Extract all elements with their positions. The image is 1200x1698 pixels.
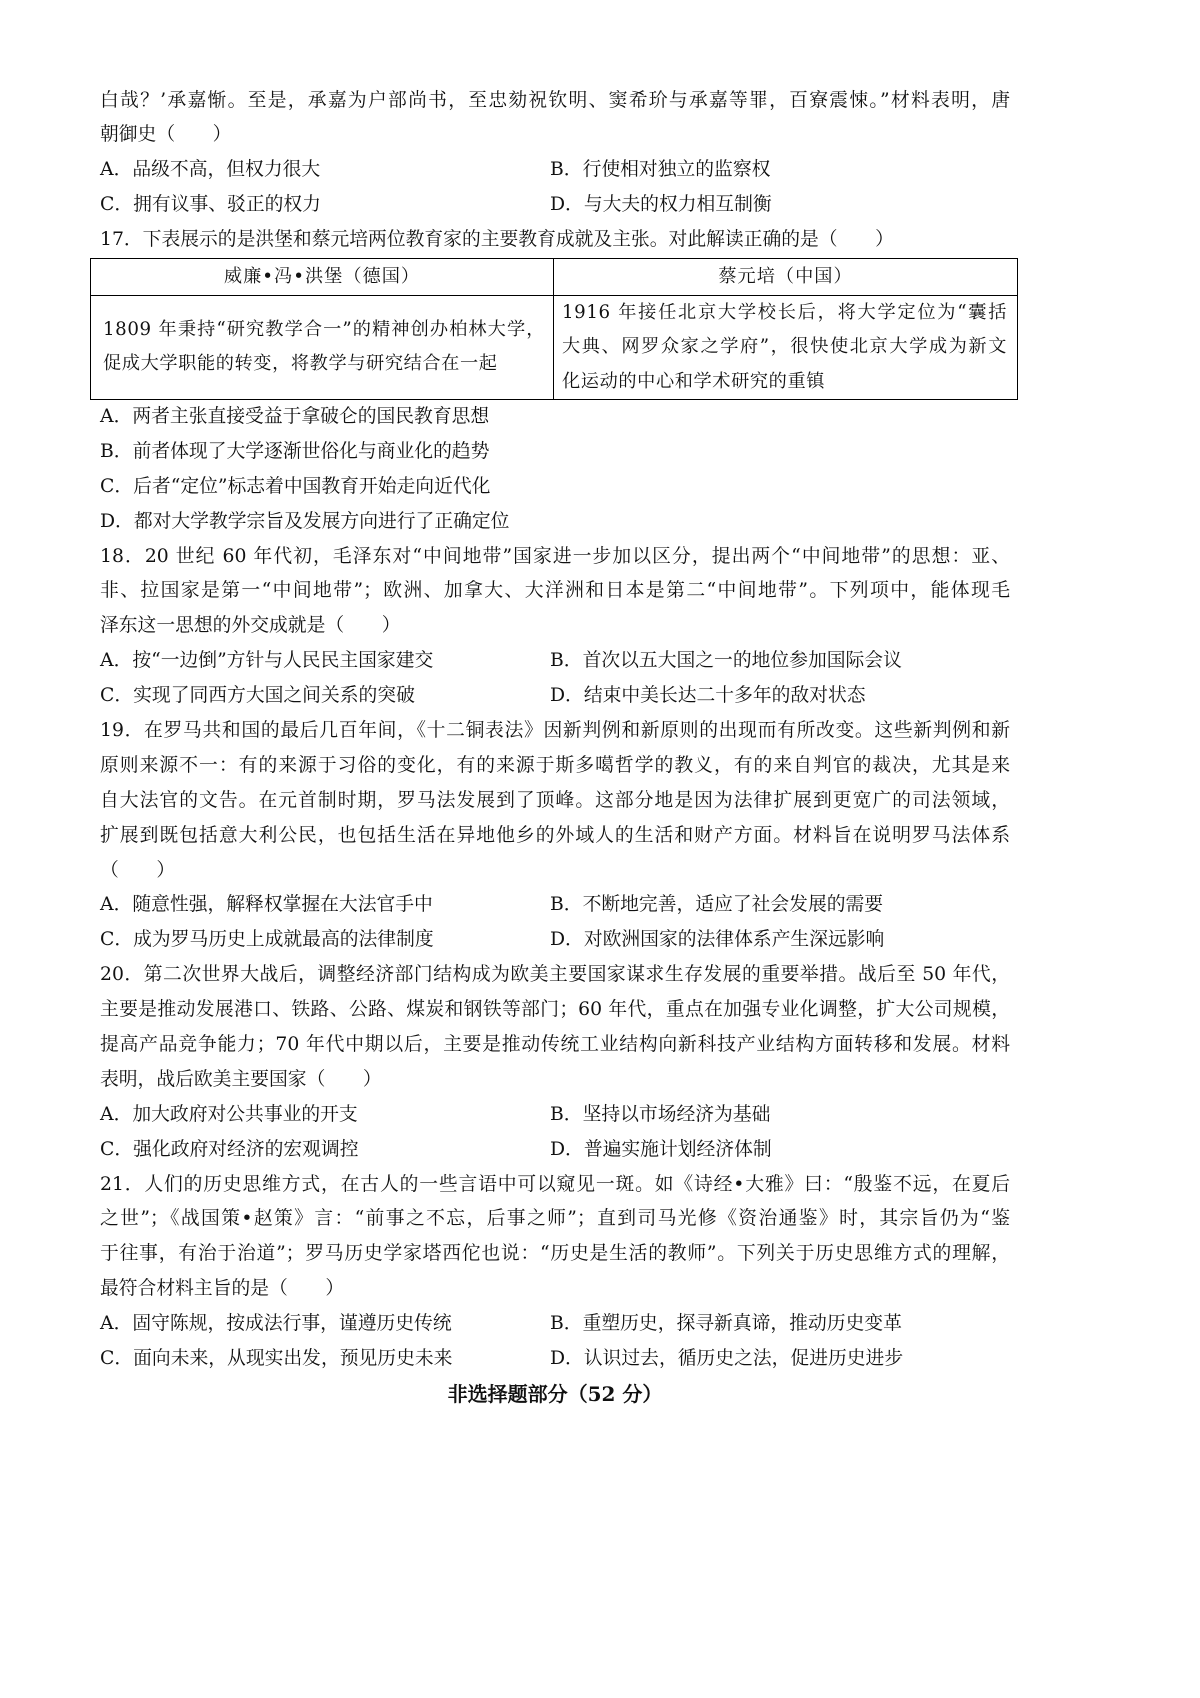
q20-options-row-1 [100, 1098, 1010, 1133]
q21-option-d: D．认识过去，循历史之法，促进历史进步 [550, 1348, 904, 1369]
q18-option-c: C．实现了同西方大国之间关系的突破 [100, 685, 415, 707]
q19-stem-line-5: （ ） [100, 859, 176, 881]
table-cell-line: 1809 年秉持“研究教学合一”的精神创办柏林大学， [103, 318, 545, 340]
comparison-table [90, 258, 1018, 400]
q17-option-c: C．后者“定位”标志着中国教育开始走向近代化 [100, 475, 491, 497]
q21-stem-line-4: 最符合材料主旨的是（ ） [100, 1278, 345, 1300]
table-cell-line: 大典、网罗众家之学府”，很快使北京大学成为新文 [562, 336, 1007, 358]
q16-option-d: D．与大夫的权力相互制衡 [550, 194, 772, 216]
table-header-cai-yuanpei: 蔡元培（中国） [554, 259, 1017, 296]
q19-option-c: C．成为罗马历史上成就最高的法律制度 [100, 929, 434, 951]
q19-stem-line-1: 19．在罗马共和国的最后几百年间，《十二铜表法》因新判例和新原则的出现而有所改变。这些新判例和新 [100, 719, 1010, 741]
q20-option-c: C．强化政府对经济的宏观调控 [100, 1138, 359, 1160]
q21-stem-line-1: 21．人们的历史思维方式，在古人的一些言语中可以窥见一斑。如《诗经•大雅》曰：“殷鉴不远，在夏后 [100, 1173, 1010, 1195]
q20-option-d: D．普遍实施计划经济体制 [550, 1138, 772, 1160]
q19-stem-line-3: 自大法官的文告。在元首制时期，罗马法发展到了顶峰。这部分地是因为法律扩展到更宽广的司法领域， [100, 789, 1010, 811]
q16-option-c: C．拥有议事、驳正的权力 [100, 194, 321, 216]
q17-option-a: A．两者主张直接受益于拿破仑的国民教育思想 [100, 405, 490, 427]
q19-option-d: D．对欧洲国家的法律体系产生深远影响 [550, 929, 885, 951]
q18-option-b: B．首次以五大国之一的地位参加国际会议 [550, 650, 902, 672]
q20-stem-line-1: 20．第二次世界大战后，调整经济部门结构成为欧美主要国家谋求生存发展的重要举措。战后至 50 年代， [100, 964, 1010, 986]
table-header-humboldt: 威廉•冯•洪堡（德国） [91, 259, 554, 296]
table-cell-line: 促成大学职能的转变，将教学与研究结合在一起 [103, 353, 498, 375]
q21-stem-line-3: 于往事，有治于治道”；罗马历史学家塔西佗也说：“历史是生活的教师”。下列关于历史思维方式的理解， [100, 1243, 1010, 1265]
q19-stem-line-2: 原则来源不一：有的来源于习俗的变化，有的来源于斯多噶哲学的教义，有的来自判官的裁决，尤其是来 [100, 754, 1010, 776]
q20-option-a: A．加大政府对公共事业的开支 [100, 1103, 358, 1125]
q16-options-row-2 [100, 188, 1010, 223]
q20-option-b: B．坚持以市场经济为基础 [550, 1103, 771, 1125]
q19-option-b: B．不断地完善，适应了社会发展的需要 [550, 894, 884, 916]
table-cell-cai-yuanpei [554, 296, 1017, 399]
q17-stem-line-1: 17．下表展示的是洪堡和蔡元培两位教育家的主要教育成就及主张。对此解读正确的是（ ） [100, 229, 894, 251]
exam-content [100, 84, 1010, 1412]
q19-options-row-1 [100, 888, 1010, 923]
q20-stem-line-2: 主要是推动发展港口、铁路、公路、煤炭和钢铁等部门；60 年代，重点在加强专业化调整，扩大公司规模， [100, 999, 1010, 1021]
q20-stem-line-3: 提高产品竞争能力；70 年代中期以后，主要是推动传统工业结构向新科技产业结构方面转移和发展。材料 [100, 1033, 1010, 1055]
q21-option-a: A．固守陈规，按成法行事，谨遵历史传统 [100, 1313, 452, 1335]
q18-options-row-2 [100, 679, 1010, 714]
q16-option-b: B．行使相对独立的监察权 [550, 159, 771, 181]
table-cell-line: 1916 年接任北京大学校长后，将大学定位为“囊括 [562, 301, 1007, 323]
q17-option-d: D．都对大学教学宗旨及发展方向进行了正确定位 [100, 510, 510, 532]
q18-option-a: A．按“一边倒”方针与人民民主国家建交 [100, 650, 434, 672]
q19-options-row-2 [100, 923, 1010, 958]
q16-stem-line-2: 朝御史（ ） [100, 124, 232, 146]
q19-option-a: A．随意性强，解释权掌握在大法官手中 [100, 894, 433, 916]
table-cell-humboldt [91, 296, 554, 399]
q21-stem-line-2: 之世”；《战国策•赵策》言：“前事之不忘，后事之师”；直到司马光修《资治通鉴》时，其宗旨仍为“鉴 [100, 1208, 1010, 1230]
q16-options-row-1 [100, 153, 1010, 188]
q16-stem-line-1: 白哉？’承嘉惭。至是，承嘉为户部尚书，至忠劾祝钦明、窦希玠与承嘉等罪，百寮震悚。”材料表明，唐 [100, 89, 1010, 111]
q17-option-b: B．前者体现了大学逐渐世俗化与商业化的趋势 [100, 440, 490, 462]
section-heading: 非选择题部分（52 分） [447, 1381, 663, 1406]
q20-stem-line-4: 表明，战后欧美主要国家（ ） [100, 1068, 382, 1090]
q20-options-row-2 [100, 1133, 1010, 1168]
q18-stem-line-3: 泽东这一思想的外交成就是（ ） [100, 615, 401, 637]
q21-option-b: B．重塑历史，探寻新真谛，推动历史变革 [550, 1313, 902, 1335]
q21-option-c: C．面向未来，从现实出发，预见历史未来 [100, 1348, 453, 1369]
q21-options-row-1 [100, 1307, 1010, 1342]
table-cell-line: 化运动的中心和学术研究的重镇 [562, 370, 826, 392]
q16-option-a: A．品级不高，但权力很大 [100, 159, 321, 181]
q19-stem-line-4: 扩展到既包括意大利公民，也包括生活在异地他乡的外域人的生活和财产方面。材料旨在说明罗马法体系 [100, 824, 1010, 846]
q18-stem-line-2: 非、拉国家是第一“中间地带”；欧洲、加拿大、大洋洲和日本是第二“中间地带”。下列项中，能体现毛 [100, 580, 1010, 602]
q18-stem-line-1: 18．20 世纪 60 年代初，毛泽东对“中间地带”国家进一步加以区分，提出两个“中间地带”的思想：亚、 [100, 545, 1010, 567]
q18-options-row-1 [100, 644, 1010, 679]
q18-option-d: D．结束中美长达二十多年的敌对状态 [550, 685, 866, 707]
q21-options-row-2 [100, 1342, 1010, 1377]
